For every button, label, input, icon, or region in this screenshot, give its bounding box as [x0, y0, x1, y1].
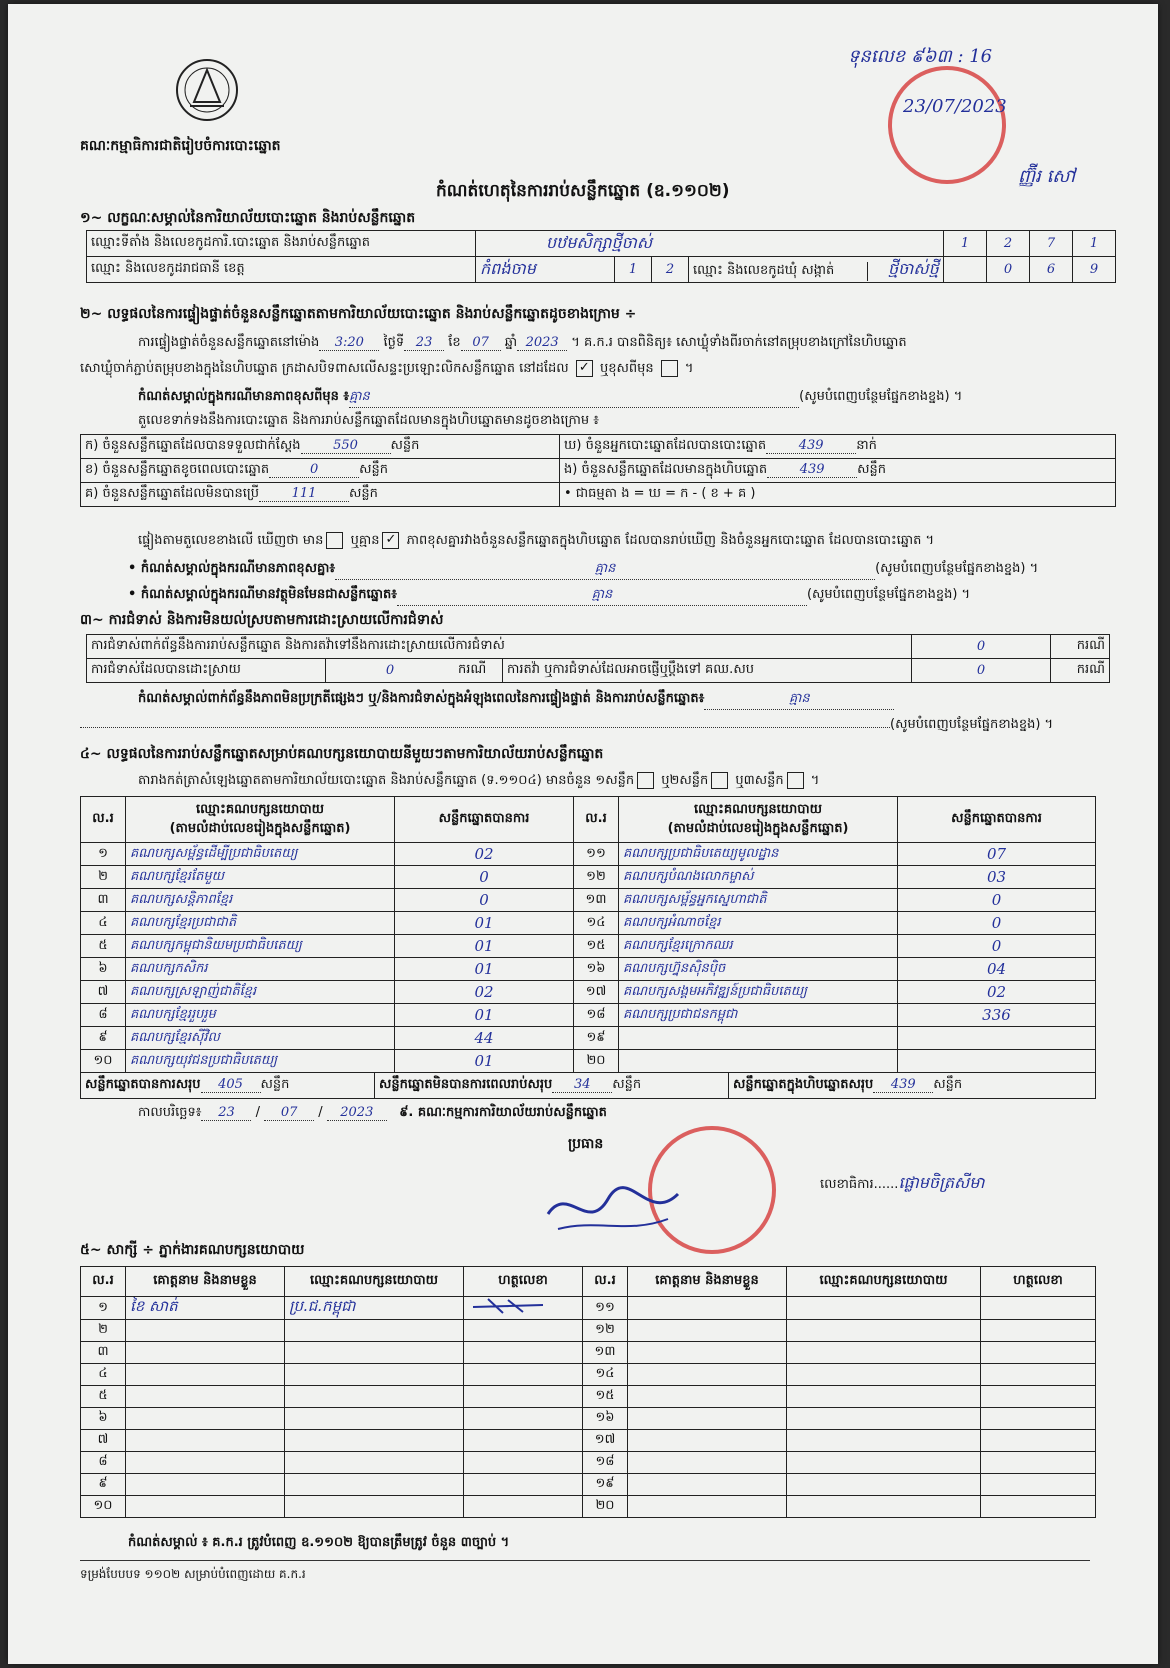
has-difference-checkbox[interactable] — [326, 532, 343, 549]
party-votes — [898, 1027, 1096, 1050]
counts-left-value: 0 — [269, 462, 359, 478]
year-value: 2023 — [517, 335, 567, 351]
irregularity-note: កំណត់សម្គាល់ពាក់ព័ន្ធនឹងភាពមិនប្រក្រតីផ្សេងៗ ឬ/និងការជំទាស់ក្នុងអំឡុងពេលនៃការផ្ទៀងផ្ទាត់ និងការរាប់សន្លឹកឆ្នោត៖ គ្មាន — [138, 690, 1128, 710]
witness-signature — [464, 1320, 583, 1342]
party-votes — [898, 1050, 1096, 1073]
table-row: ១០ គណបក្សយុវជនប្រជាធិបតេយ្យ 01 ២០ — [81, 1050, 1096, 1073]
party-votes: 02 — [898, 981, 1096, 1004]
table-row: ៤ គណបក្សខ្មែរប្រជាជាតិ 01 ១៤ គណបក្សអំណាចខ្មែរ 0 — [81, 912, 1096, 935]
witness-signature — [464, 1474, 583, 1496]
ballot-counts-table — [80, 434, 1116, 507]
change-note-value: គ្មាន — [349, 388, 799, 408]
table-row: ៧ ១៧ — [81, 1430, 1096, 1452]
section2-heading: ២~ លទ្ធផលនៃការផ្ទៀងផ្ទាត់ចំនួនសន្លឹកឆ្នោតតាមការិយាល័យបោះឆ្នោត និងរាប់សន្លឹកឆ្នោតដូចខាងក្រោម ÷ — [80, 306, 637, 322]
witness-name — [126, 1474, 285, 1496]
party-name: គណបក្សសម្ព័ន្ធអ្នកស្នេហាជាតិ — [619, 889, 898, 912]
table-row: ៥ គណបក្សកម្ពុជានិយមប្រជាធិបតេយ្យ 01 ១៥ គណបក្សខ្មែរក្រោកឈរ 0 — [81, 935, 1096, 958]
commune-label: ឈ្មោះ និងលេខកូដឃុំ សង្កាត់ — [689, 262, 868, 281]
irregularity-note-value: គ្មាន — [704, 690, 894, 710]
party-name: គណបក្សហ្វ៊ុនស៊ិនប៉ិច — [619, 958, 898, 981]
party-name: គណបក្សខ្មែររួបរួម — [126, 1004, 395, 1027]
witness-party — [285, 1496, 464, 1518]
location-code-2: 2 — [987, 231, 1030, 257]
witness-party — [285, 1408, 464, 1430]
party-name: គណបក្សខ្មែរប្រជាជាតិ — [126, 912, 395, 935]
witness-table: ល.រ គោត្តនាម និងនាមខ្លួន ឈ្មោះគណបក្សនយោបាយ ហត្ថលេខា ល.រ គោត្តនាម និងនាមខ្លួន ឈ្មោះគណបក្សនយោបាយ ហត្ថលេខា ១ ខៃ សាត់ ប្រ.ជ.កម្ពុជា ១១ ២ ១២ ៣ ១៣ ៤ ១៤ ៥ ១៥ ៦ ១៦ ៧ ១៧ ៨ ១៨ ៩ ១៩ ១០ ២០ — [80, 1266, 1096, 1518]
counts-right-value: 439 — [767, 462, 857, 478]
party-votes: 0 — [898, 889, 1096, 912]
commune-code-2: 6 — [1030, 257, 1073, 283]
table-row: ១ គណបក្សសម្ព័ន្ធដើម្បីប្រជាធិបតេយ្យ 02 ១១ គណបក្សប្រជាធិបតេយ្យមូលដ្ឋាន 07 — [81, 843, 1096, 866]
objections-table: ការជំទាស់ពាក់ព័ន្ធនឹងការរាប់សន្លឹកឆ្នោត និងការតវ៉ាទៅនឹងការដោះស្រាយលើការជំទាស់ 0 ករណី ការជំទាស់ដែលបានដោះស្រាយ 0 ករណី ការតវ៉ា ឬការជំទាស់ដែលអាចផ្ញើឬប្តឹងទៅ គឈ.សប 0 ករណី — [86, 634, 1110, 683]
province-code-1: 1 — [615, 257, 652, 283]
party-name: គណបក្សសន្តិភាពខ្មែរ — [126, 889, 395, 912]
witness-name — [126, 1496, 285, 1518]
table-row: ៨ គណបក្សខ្មែររួបរួម 01 ១៨ គណបក្សប្រជាជនកម្ពុជា 336 — [81, 1004, 1096, 1027]
witness-party — [285, 1386, 464, 1408]
party-votes: 0 — [898, 912, 1096, 935]
party-name: គណបក្សអំណាចខ្មែរ — [619, 912, 898, 935]
official-stamp-top — [888, 66, 1006, 184]
resolved-value: 0 — [326, 659, 455, 683]
table-row: ៣ គណបក្សសន្តិភាពខ្មែរ 0 ១៣ គណបក្សសម្ព័ន្ធអ្នកស្នេហាជាតិ 0 — [81, 889, 1096, 912]
party-votes: 04 — [898, 958, 1096, 981]
report-date: កាលបរិច្ឆេទ៖ 23 / 07 / 2023 ៩. គណៈកម្មការការិយាល័យរាប់សន្លឹកឆ្នោត — [138, 1105, 607, 1120]
document-sheet — [8, 4, 1158, 1664]
changed-checkbox[interactable] — [661, 360, 678, 377]
table-row: ២ ១២ — [81, 1320, 1096, 1342]
counts-row: ក) ចំនួនសន្លឹកឆ្នោតដែលបានទទួលជាក់ស្តែង 550 សន្លឹក ឃ) ចំនួនអ្នកបោះឆ្នោតដែលបានបោះឆ្នោត 439 នាក់ — [81, 435, 1116, 459]
irregularity-fill-more: (សូមបំពេញបន្ថែមផ្នែកខាងខ្នង) ។ — [890, 717, 1054, 732]
nec-emblem-icon — [168, 56, 246, 126]
no-difference-checkbox[interactable]: ✓ — [382, 532, 399, 549]
top-right-note: ទុនលេខ ៩៦៣ : 16 — [848, 46, 993, 67]
party-votes: 01 — [395, 958, 574, 981]
party-name — [619, 1050, 898, 1073]
party-name: គណបក្សសម្ព័ន្ធដើម្បីប្រជាធិបតេយ្យ — [126, 843, 395, 866]
resolved-label: ការជំទាស់ដែលបានដោះស្រាយ — [87, 659, 326, 683]
witness-party — [285, 1430, 464, 1452]
witness-party — [285, 1320, 464, 1342]
witness-name — [126, 1320, 285, 1342]
two-sheet-checkbox[interactable] — [711, 772, 728, 789]
location-code-3: 7 — [1030, 231, 1073, 257]
party-votes: 01 — [395, 1050, 574, 1073]
party-votes: 336 — [898, 1004, 1096, 1027]
witness-party: ប្រ.ជ.កម្ពុជា — [285, 1297, 464, 1320]
party-name: គណបក្សខ្មែរក្រោកឈរ — [619, 935, 898, 958]
counts-row: គ) ចំនួនសន្លឹកឆ្នោតដែលមិនបានប្រើ 111 សន្លឹក • ជាធម្មតា ង = ឃ = ក - ( ខ + គ ) — [81, 483, 1116, 507]
unchanged-checkbox[interactable]: ✓ — [576, 360, 593, 377]
party-votes: 01 — [395, 912, 574, 935]
party-name: គណបក្សស្រឡាញ់ជាតិខ្មែរ — [126, 981, 395, 1004]
org-name: គណៈកម្មាធិការជាតិរៀបចំការបោះឆ្នោត — [80, 138, 281, 154]
counts-row: ខ) ចំនួនសន្លឹកឆ្នោតខូចពេលបោះឆ្នោត 0 សន្លឹក ង) ចំនួនសន្លឹកឆ្នោតដែលមានក្នុងហិបឆ្នោត 439 សន្លឹក — [81, 459, 1116, 483]
table-row: ៤ ១៤ — [81, 1364, 1096, 1386]
appeal-label: ការតវ៉ា ឬការជំទាស់ដែលអាចផ្ញើឬប្តឹងទៅ គឈ.សប — [503, 659, 912, 683]
party-votes: 03 — [898, 866, 1096, 889]
witness-signature — [464, 1342, 583, 1364]
section1-table — [86, 230, 1116, 283]
table-row: ៦ គណបក្សកសិករ 01 ១៦ គណបក្សហ្វ៊ុនស៊ិនប៉ិច 04 — [81, 958, 1096, 981]
section1-heading: ១~ លក្ខណៈសម្គាល់នៃការិយាល័យបោះឆ្នោត និងរាប់សន្លឹកឆ្នោត — [80, 210, 416, 226]
province-code-2: 2 — [652, 257, 689, 283]
witness-party — [285, 1342, 464, 1364]
location-code-1: 1 — [944, 231, 987, 257]
bullet-note-2: • កំណត់សម្គាល់ក្នុងករណីមានវត្ថុមិនមែនជាសន្លឹកឆ្នោត៖ គ្មាន (សូមបំពេញបន្ថែមផ្នែកខាងខ្នង) ។ — [128, 586, 1118, 606]
table-row: ៩ គណបក្សខ្មែរស៊ីវិល 44 ១៩ — [81, 1027, 1096, 1050]
top-right-signature: ញ្ញ៊ីរ សៅ — [1018, 166, 1076, 187]
witness-signature — [464, 1386, 583, 1408]
objections-label: ការជំទាស់ពាក់ព័ន្ធនឹងការរាប់សន្លឹកឆ្នោត និងការតវ៉ាទៅនឹងការដោះស្រាយលើការជំទាស់ — [87, 635, 912, 659]
footer-note: កំណត់សម្គាល់ ៖ គ.ក.រ ត្រូវបំពេញ ឧ.១១០២ ឱ្យបានត្រឹមត្រូវ ចំនួន ៣ច្បាប់ ។ — [128, 1535, 510, 1550]
table-row: ៥ ១៥ — [81, 1386, 1096, 1408]
witness-party — [285, 1364, 464, 1386]
party-name: គណបក្សកសិករ — [126, 958, 395, 981]
witness-signature — [464, 1430, 583, 1452]
table-row: ៩ ១៩ — [81, 1474, 1096, 1496]
change-note-line: កំណត់សម្គាល់ក្នុងករណីមានភាពខុសពីមុន ៖គ្មាន (សូមបំពេញបន្ថែមផ្នែកខាងខ្នង) ។ — [138, 388, 1118, 408]
party-name: គណបក្សខ្មែរតែមួយ — [126, 866, 395, 889]
party-name — [619, 1027, 898, 1050]
witness-name — [126, 1342, 285, 1364]
party-votes: 07 — [898, 843, 1096, 866]
discrepancy-line: ផ្ទៀងតាមតួលេខខាងលើ ឃើញថា មាន ឬគ្មាន ✓ ភាពខុសគ្នារវាងចំនួនសន្លឹកឆ្នោតក្នុងហិបឆ្នោត ដែលបានរាប់ឃើញ និងចំនួនអ្នកបោះឆ្នោត ដែលបានបោះឆ្នោត ។ — [138, 532, 935, 548]
counts-right-value: 439 — [766, 438, 856, 454]
party-votes: 44 — [395, 1027, 574, 1050]
month-value: 07 — [461, 335, 501, 351]
party-votes: 01 — [395, 1004, 574, 1027]
witness-signature — [464, 1452, 583, 1474]
total-invalid-value: 34 — [552, 1077, 612, 1093]
chair-label: ប្រធាន — [568, 1136, 604, 1152]
bullet-note-2-value: គ្មាន — [397, 586, 807, 606]
witness-signature — [464, 1297, 583, 1320]
party-votes: 0 — [898, 935, 1096, 958]
party-votes: 02 — [395, 843, 574, 866]
witness-name — [126, 1452, 285, 1474]
party-results-table: ល.រ ឈ្មោះគណបក្សនយោបាយ (តាមលំដាប់លេខរៀងក្នុងសន្លឹកឆ្នោត) សន្លឹកឆ្នោតបានការ ល.រ ឈ្មោះគណបក្សនយោបាយ (តាមលំដាប់លេខរៀងក្នុងសន្លឹកឆ្នោត) សន្លឹកឆ្នោតបានការ ១ គណបក្សសម្ព័ន្ធដើម្បីប្រជាធិបតេយ្យ 02 ១១ គណបក្សប្រជាធិបតេយ្យមូលដ្ឋាន 07 ២ គណបក្សខ្មែរតែមួយ 0 ១២ គណបក្សបំណងលោកម្ចាស់ 03 ៣ គណបក្សសន្តិភាពខ្មែរ 0 ១៣ គណបក្សសម្ព័ន្ធអ្នកស្នេហាជាតិ 0 ៤ គណបក្សខ្មែរប្រជាជាតិ 01 ១៤ គណបក្សអំណាចខ្មែរ 0 ៥ គណបក្សកម្ពុជានិយមប្រជាធិបតេយ្យ 01 ១៥ គណបក្សខ្មែរក្រោកឈរ 0 ៦ គណបក្សកសិករ 01 ១៦ គណបក្សហ្វ៊ុនស៊ិនប៉ិច 04 ៧ គណបក្សស្រឡាញ់ជាតិខ្មែរ 02 ១៧ គណបក្សសង្គមអភិវឌ្ឍន៍ប្រជាធិបតេយ្យ 02 ៨ គណបក្សខ្មែររួបរួម 01 ១៨ គណបក្សប្រជាជនកម្ពុជា 336 ៩ គណបក្សខ្មែរស៊ីវិល 44 ១៩ ១០ គណបក្សយុវជនប្រជាធិបតេយ្យ 01 ២០ — [80, 796, 1096, 1073]
party-name: គណបក្សប្រជាជនកម្ពុជា — [619, 1004, 898, 1027]
footer-form: ទម្រង់បែបបទ ១១០២ សម្រាប់បំពេញដោយ គ.ក.រ — [80, 1567, 306, 1581]
tally-sheet-line: តារាងកត់ត្រាសំឡេងឆ្នោតតាមការិយាល័យបោះឆ្នោត និងរាប់សន្លឹកឆ្នោត (ទ.១១០៤) មានចំនួន ១សន្លឹក ឬ២សន្លឹក ឬ៣សន្លឹក ។ — [138, 773, 820, 788]
chair-signature-icon — [538, 1174, 688, 1244]
table-row: ៧ គណបក្សស្រឡាញ់ជាតិខ្មែរ 02 ១៧ គណបក្សសង្គមអភិវឌ្ឍន៍ប្រជាធិបតេយ្យ 02 — [81, 981, 1096, 1004]
province-label: ឈ្មោះ និងលេខកូដរាជធានី ខេត្ត — [87, 257, 476, 283]
top-right-date: 23/07/2023 — [903, 96, 1007, 117]
verification-line-1: ការផ្ទៀងផ្ទាត់ចំនួនសន្លឹកឆ្នោតនៅម៉ោង 3:20 ថ្ងៃទី 23 ខែ 07 ឆ្នាំ 2023 ។ គ.ក.រ បានពិនិត្យ៖ សោឃ្លុំទាំងពីរចាក់នៅតម្រុបខាងក្រៅនៃហិបឆ្នោត — [138, 335, 907, 350]
table-row: ១ ខៃ សាត់ ប្រ.ជ.កម្ពុជា ១១ — [81, 1297, 1096, 1320]
totals-row: សន្លឹកឆ្នោតបានការសរុប 405 សន្លឹក សន្លឹកឆ្នោតមិនបានការពេលរាប់សរុប 34 សន្លឹក សន្លឹកឆ្នោតក្នុងហិបឆ្នោតសរុប 439 សន្លឹក — [80, 1072, 1096, 1099]
bullet-note-1: • កំណត់សម្គាល់ក្នុងករណីមានភាពខុសគ្នា៖ គ្មាន (សូមបំពេញបន្ថែមផ្នែកខាងខ្នង) ។ — [128, 560, 1118, 580]
objections-value: 0 — [912, 635, 1051, 659]
commune-code-1: 0 — [987, 257, 1030, 283]
province-value: កំពង់ចាម — [476, 257, 615, 283]
witness-signature — [464, 1364, 583, 1386]
location-code-4: 1 — [1073, 231, 1116, 257]
counts-intro: តួលេខទាក់ទងនឹងការបោះឆ្នោត និងការរាប់សន្លឹកឆ្នោតដែលមានក្នុងហិបឆ្នោតមានដូចខាងក្រោម ៖ — [138, 413, 599, 428]
counts-left-value: 550 — [301, 438, 391, 454]
table-row: ១០ ២០ — [81, 1496, 1096, 1518]
time-value: 3:20 — [319, 335, 379, 351]
section3-heading: ៣~ ការជំទាស់ និងការមិនយល់ស្របតាមការដោះស្រាយលើការជំទាស់ — [80, 612, 444, 628]
party-name: គណបក្សសង្គមអភិវឌ្ឍន៍ប្រជាធិបតេយ្យ — [619, 981, 898, 1004]
party-votes: 0 — [395, 866, 574, 889]
table-row: ៣ ១៣ — [81, 1342, 1096, 1364]
party-votes: 01 — [395, 935, 574, 958]
secretary-line: លេខាធិការ......ផ្លោមចិត្រសីមា — [820, 1173, 985, 1192]
witness-name: ខៃ សាត់ — [126, 1297, 285, 1320]
witness-signature — [464, 1408, 583, 1430]
secretary-name: ផ្លោមចិត្រសីមា — [898, 1173, 985, 1192]
location-label: ឈ្មោះទីតាំង និងលេខកូដការិ.បោះឆ្នោត និងរាប់សន្លឹកឆ្នោត — [87, 231, 476, 257]
verification-line-2: សោឃ្លុំចាក់ភ្ជាប់តម្រុបខាងក្នុងនៃហិបឆ្នោត ក្រដាសបិទពាសលើសន្ទះប្រឡោះលិកសន្លឹកឆ្នោត នៅដដែល ✓ ឬខុសពីមុន ។ — [80, 360, 694, 376]
section5-heading: ៥~ សាក្សី ÷ ភ្នាក់ងារគណបក្សនយោបាយ — [80, 1242, 305, 1258]
table-row: ៦ ១៦ — [81, 1408, 1096, 1430]
page-title: កំណត់ហេតុនៃការរាប់សន្លឹកឆ្នោត (ឧ.១១០២) — [436, 181, 730, 201]
witness-name — [126, 1386, 285, 1408]
section4-heading: ៤~ លទ្ធផលនៃការរាប់សន្លឹកឆ្នោតសម្រាប់គណបក្សនយោបាយនីមួយៗតាមការិយាល័យរាប់សន្លឹកឆ្នោត — [80, 746, 604, 762]
commune-code-3: 9 — [1073, 257, 1116, 283]
one-sheet-checkbox[interactable] — [637, 772, 654, 789]
party-name: គណបក្សខ្មែរស៊ីវិល — [126, 1027, 395, 1050]
witness-name — [126, 1364, 285, 1386]
table-row: ២ គណបក្សខ្មែរតែមួយ 0 ១២ គណបក្សបំណងលោកម្ចាស់ 03 — [81, 866, 1096, 889]
three-sheet-checkbox[interactable] — [787, 772, 804, 789]
party-name: គណបក្សបំណងលោកម្ចាស់ — [619, 866, 898, 889]
witness-party — [285, 1474, 464, 1496]
witness-name — [126, 1430, 285, 1452]
location-value: បឋមសិក្សាថ្មីចាស់ — [476, 231, 944, 257]
party-name: គណបក្សយុវជនប្រជាធិបតេយ្យ — [126, 1050, 395, 1073]
counts-left-value: 111 — [259, 486, 349, 502]
party-votes: 0 — [395, 889, 574, 912]
total-box-value: 439 — [873, 1077, 933, 1093]
witness-name — [126, 1408, 285, 1430]
party-votes: 02 — [395, 981, 574, 1004]
witness-signature — [464, 1496, 583, 1518]
witness-party — [285, 1452, 464, 1474]
day-value: 23 — [404, 335, 444, 351]
table-row: ៨ ១៨ — [81, 1452, 1096, 1474]
party-name: គណបក្សប្រជាធិបតេយ្យមូលដ្ឋាន — [619, 843, 898, 866]
party-name: គណបក្សកម្ពុជានិយមប្រជាធិបតេយ្យ — [126, 935, 395, 958]
bullet-note-1-value: គ្មាន — [335, 560, 875, 580]
total-valid-value: 405 — [201, 1077, 261, 1093]
appeal-value: 0 — [912, 659, 1051, 683]
commune-value: ថ្មីចាស់ថ្មី — [888, 258, 939, 278]
